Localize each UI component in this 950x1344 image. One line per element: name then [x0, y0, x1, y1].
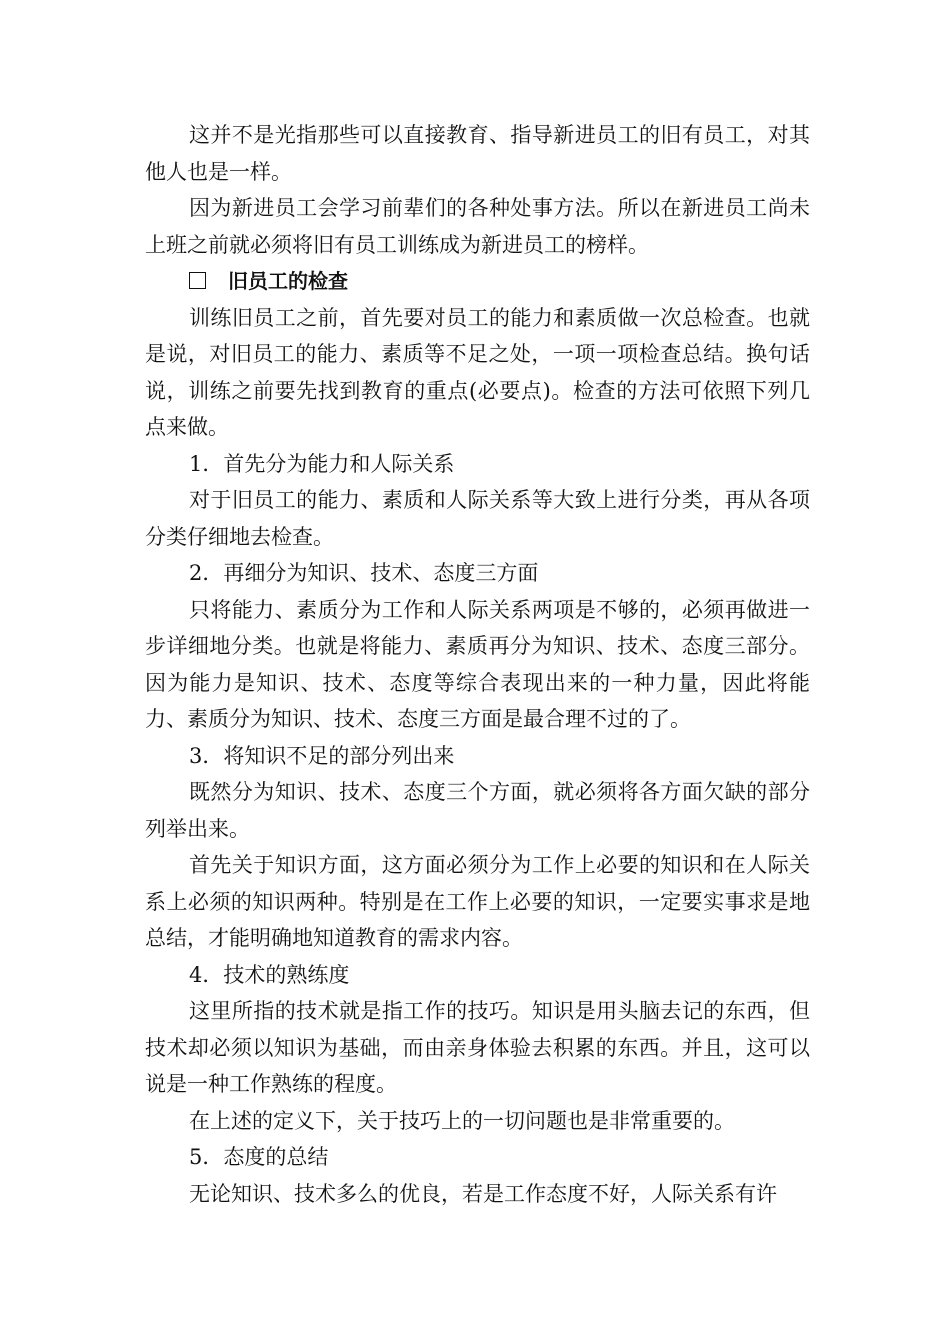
section-heading-text: 旧员工的检查	[228, 269, 348, 293]
list-item-title: 4．技术的熟练度	[189, 962, 350, 987]
paragraph: 只将能力、素质分为工作和人际关系两项是不够的，必须再做进一步详细地分类。也就是将能力、素质再分为知识、技术、态度三部分。因为能力是知识、技术、态度等综合表现出来的一种力量，因此将能力、素质分为知识、技术、态度三方面是最合理不过的了。	[145, 597, 810, 731]
paragraph: 首先关于知识方面，这方面必须分为工作上必要的知识和在人际关系上必须的知识两种。特别是在工作上必要的知识，一定要实事求是地总结，才能明确地知道教育的需求内容。	[145, 853, 810, 950]
paragraph: 在上述的定义下，关于技巧上的一切问题也是非常重要的。	[189, 1108, 735, 1133]
list-item-title: 5．态度的总结	[189, 1145, 329, 1169]
paragraph: 既然分为知识、技术、态度三个方面，就必须将各方面欠缺的部分列举出来。	[145, 780, 810, 841]
paragraph: 因为新进员工会学习前辈们的各种处事方法。所以在新进员工尚未上班之前就必须将旧有员工训练成为新进员工的榜样。	[145, 196, 810, 257]
list-item-title: 3．将知识不足的部分列出来	[189, 743, 455, 768]
paragraph: 这里所指的技术就是指工作的技巧。知识是用头脑去记的东西，但技术却必须以知识为基础，而由亲身体验去积累的东西。并且，这可以说是一种工作熟练的程度。	[145, 999, 810, 1096]
paragraph: 无论知识、技术多么的优良，若是工作态度不好，人际关系有许	[189, 1181, 777, 1206]
list-item-title: 1．首先分为能力和人际关系	[189, 451, 455, 476]
document-page	[145, 117, 810, 1212]
checkbox-square-icon	[189, 272, 206, 289]
list-item-title: 2．再细分为知识、技术、态度三方面	[189, 561, 539, 585]
paragraph: 训练旧员工之前，首先要对员工的能力和素质做一次总检查。也就是说，对旧员工的能力、素质等不足之处，一项一项检查总结。换句话说，训练之前要先找到教育的重点(必要点)。检查的方法可依照下列几点来做。	[145, 305, 810, 439]
paragraph: 这并不是光指那些可以直接教育、指导新进员工的旧有员工，对其他人也是一样。	[145, 123, 810, 184]
paragraph: 对于旧员工的能力、素质和人际关系等大致上进行分类，再从各项分类仔细地去检查。	[145, 488, 810, 549]
section-heading	[145, 263, 810, 300]
